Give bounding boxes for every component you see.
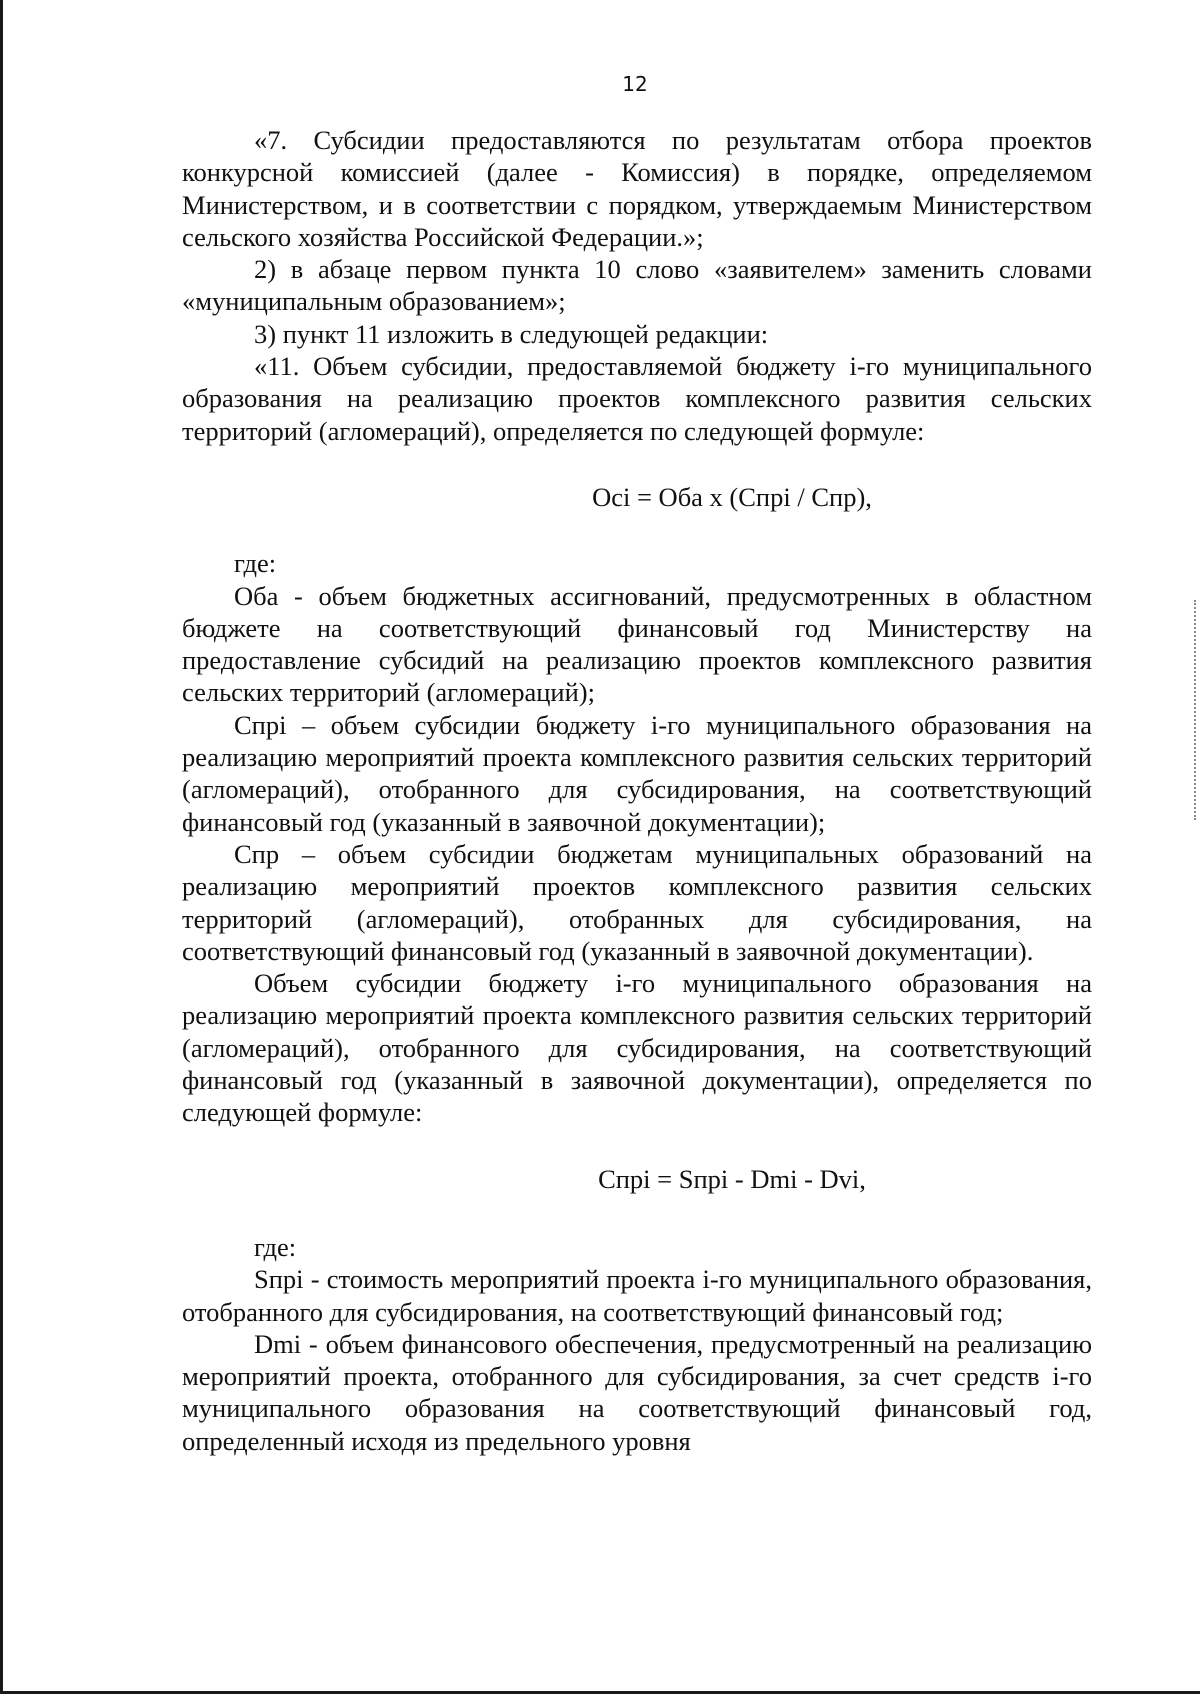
where-label-1: где: xyxy=(234,548,277,579)
page-number: 12 xyxy=(622,72,648,96)
formula-spri: Cпрi = Sпрi - Dmi - Dvi, xyxy=(598,1163,866,1194)
scan-border-left xyxy=(0,0,3,1694)
document-body xyxy=(182,124,1092,1457)
paragraph-spri-calculation: Объем субсидии бюджету i-го муниципального образования на реализацию мероприятий проекта комплексного развития сельских территорий (агломераций), отобранного для субсидирования, на соответствующий финансовый год (указанный в заявочной документации), определяется по следующей формуле: xyxy=(182,968,1092,1128)
where-label-2: где: xyxy=(254,1231,297,1262)
definition-dmi: Dmi - объем финансового обеспечения, предусмотренный на реализацию мероприятий проекта, отобранного для субсидирования, за счет средств i-го муниципального образования на соответствующий финансовый год, определенный исходя из предельного уровня xyxy=(182,1328,1092,1456)
definition-snpri: Sпрi - стоимость мероприятий проекта i-го муниципального образования, отобранного для субсидирования, на соответствующий финансовый год; xyxy=(182,1264,1092,1327)
formula-osi: Осi = Оба х (Cпрi / Спр), xyxy=(592,481,872,512)
paragraph-subsidies-selection: «7. Субсидии предоставляются по результатам отбора проектов конкурсной комиссией (далее - Комиссия) в порядке, определяемом Министерством, и в соответствии с порядком, утверждаемым Министерством сельского хозяйства Российской Федерации.»; xyxy=(182,125,1092,252)
definition-oba: Оба - объем бюджетных ассигнований, предусмотренных в областном бюджете на соответствующий финансовый год Министерству на предоставление субсидий на реализацию проектов комплексного развития сельских территорий (агломераций); xyxy=(182,580,1092,708)
definition-spri: Спрi – объем субсидии бюджету i-го муниципального образования на реализацию мероприятий проекта комплексного развития сельских территорий (агломераций), отобранного для субсидирования, на соответствующий финансовый год (указанный в заявочной документации); xyxy=(182,709,1092,837)
scan-artifact-marks xyxy=(1192,600,1196,820)
paragraph-subsidy-volume: «11. Объем субсидии, предоставляемой бюджету i-го муниципального образования на реализацию проектов комплексного развития сельских территорий (агломераций), определяется по следующей формуле: xyxy=(182,351,1092,446)
paragraph-amendment-item-10: 2) в абзаце первом пункта 10 слово «заявителем» заменить словами «муниципальным образованием»; xyxy=(182,254,1092,317)
definition-spr: Спр – объем субсидии бюджетам муниципальных образований на реализацию мероприятий проектов комплексного развития сельских территорий (агломераций), отобранных для субсидирования, на соответствующий финансовый год (указанный в заявочной документации). xyxy=(182,838,1092,966)
paragraph-amendment-item-11: 3) пункт 11 изложить в следующей редакции: xyxy=(254,318,769,349)
